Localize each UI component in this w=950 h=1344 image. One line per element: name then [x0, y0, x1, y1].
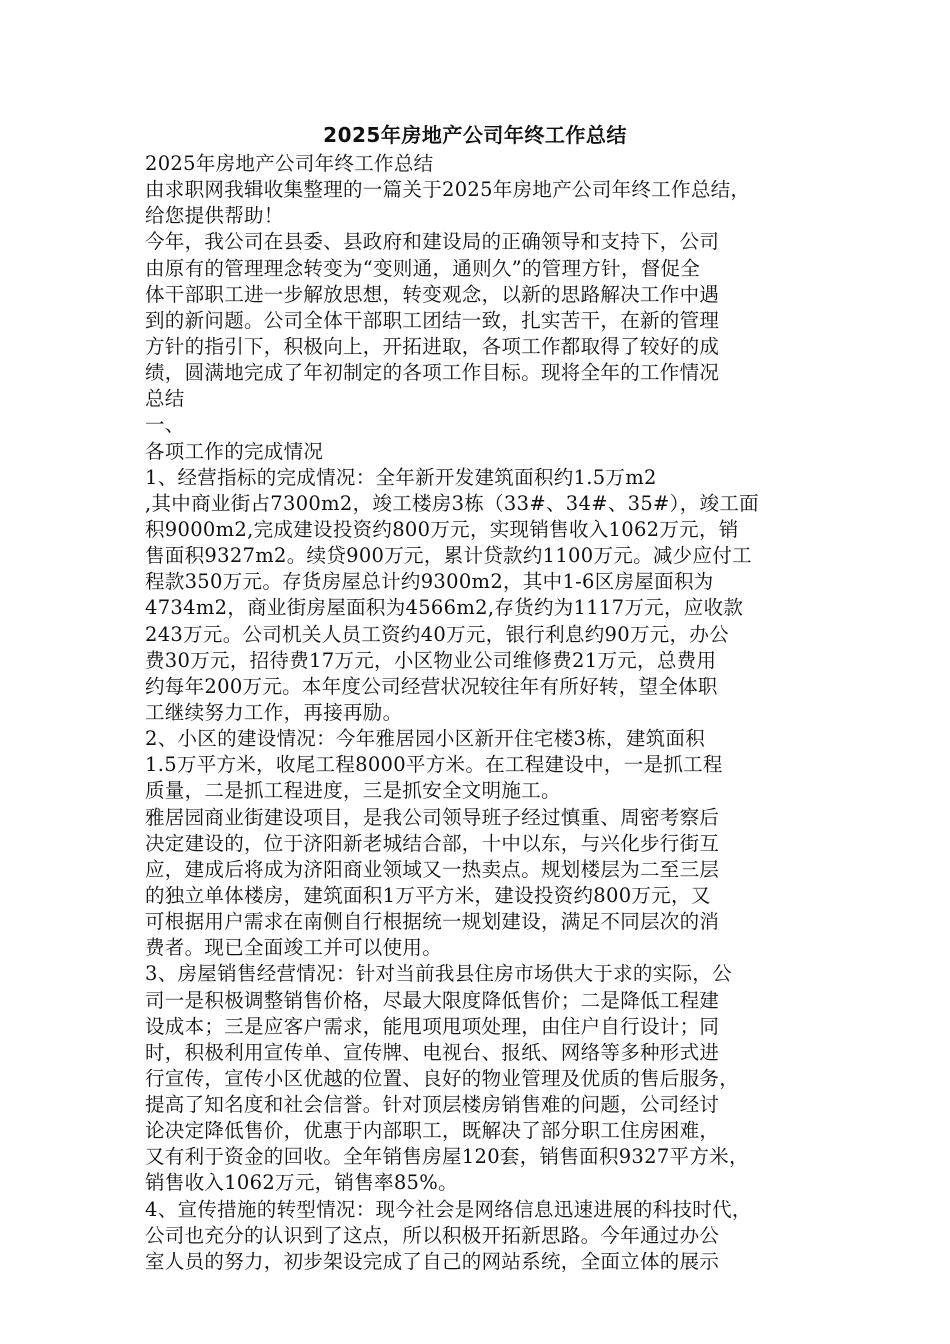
- body-line: 费者。现已全面竣工并可以使用。: [145, 936, 443, 960]
- body-line: 1.5万平方米，收尾工程8000平方米。在工程建设中，一是抓工程: [145, 753, 723, 777]
- body-line: 由求职网我辑收集整理的一篇关于2025年房地产公司年终工作总结，: [145, 178, 751, 202]
- body-line: 行宣传，宣传小区优越的位置、良好的物业管理及优质的售后服务，: [145, 1066, 740, 1090]
- body-line: 公司也充分的认识到了这点，所以积极开拓新思路。今年通过办公: [145, 1223, 720, 1247]
- body-line: 由原有的管理理念转变为“变则通，通则久”的管理方针，督促全: [145, 256, 701, 280]
- body-line: 的独立单体楼房，建筑面积1万平方米，建设投资约800万元，又: [145, 883, 711, 907]
- body-line: 雅居园商业街建设项目，是我公司领导班子经过慎重、周密考察后: [145, 805, 720, 829]
- body-line: 设成本；三是应客户需求，能甩项甩项处理，由住户自行设计；同: [145, 1014, 720, 1038]
- body-line: 程款350万元。存货房屋总计约9300m2，其中1-6区房屋面积为: [145, 570, 714, 594]
- body-line: 2、小区的建设情况：今年雅居园小区新开住宅楼3栋，建筑面积: [145, 727, 706, 751]
- body-line: 一、: [145, 413, 185, 437]
- body-line: 体干部职工进一步解放思想，转变观念，以新的思路解决工作中遇: [145, 282, 720, 306]
- body-line: 各项工作的完成情况: [145, 439, 324, 463]
- body-line: 质量，二是抓工程进度，三是抓安全文明施工。: [145, 779, 561, 803]
- body-line: 方针的指引下，积极向上，开拓进取，各项工作都取得了较好的成: [145, 334, 720, 358]
- body-line: 决定建设的，位于济阳新老城结合部，十中以东，与兴化步行街互: [145, 831, 720, 855]
- document-body: [145, 151, 815, 1275]
- body-line: 约每年200万元。本年度公司经营状况较往年有所好转，望全体职: [145, 674, 718, 698]
- body-line: 可根据用户需求在南侧自行根据统一规划建设，满足不同层次的消: [145, 910, 720, 934]
- body-line: ,其中商业街占7300m2，竣工楼房3栋（33#、34#、35#），竣工面: [145, 491, 759, 515]
- body-line: 2025年房地产公司年终工作总结: [145, 152, 434, 175]
- body-line: 工继续努力工作，再接再励。: [145, 700, 403, 724]
- body-line: 4734m2，商业街房屋面积为4566m2,存货约为1117万元，应收款: [145, 596, 744, 620]
- body-line: 售面积9327m2。续贷900万元，累计贷款约1100万元。减少应付工: [145, 544, 752, 568]
- body-line: 今年，我公司在县委、县政府和建设局的正确领导和支持下，公司: [145, 230, 720, 254]
- body-line: 提高了知名度和社会信誉。针对顶层楼房销售难的问题，公司经讨: [145, 1093, 720, 1117]
- body-line: 销售收入1062万元，销售率85%。: [145, 1171, 458, 1195]
- body-line: 总结: [145, 387, 185, 411]
- body-line: 积9000m2,完成建设投资约800万元，实现销售收入1062万元，销: [145, 517, 739, 541]
- body-line: 室人员的努力，初步架设完成了自己的网站系统，全面立体的展示: [145, 1249, 720, 1273]
- body-line: 1、经营指标的完成情况：全年新开发建筑面积约1.5万m2: [145, 465, 657, 489]
- body-line: 又有利于资金的回收。全年销售房屋120套，销售面积9327平方米，: [145, 1145, 749, 1169]
- body-line: 3、房屋销售经营情况：针对当前我县住房市场供大于求的实际，公: [145, 962, 732, 986]
- body-line: 应，建成后将成为济阳商业领域又一热卖点。规划楼层为二至三层: [145, 857, 720, 881]
- body-line: 到的新问题。公司全体干部职工团结一致，扎实苦干，在新的管理: [145, 308, 720, 332]
- body-line: 给您提供帮助！: [145, 204, 284, 228]
- body-line: 243万元。公司机关人员工资约40万元，银行利息约90万元，办公: [145, 622, 729, 646]
- body-line: 时，积极利用宣传单、宣传牌、电视台、报纸、网络等多种形式进: [145, 1040, 720, 1064]
- document-title: 2025年房地产公司年终工作总结: [323, 123, 627, 147]
- body-line: 论决定降低售价，优惠于内部职工，既解决了部分职工住房困难，: [145, 1119, 720, 1143]
- body-line: 费30万元，招待费17万元，小区物业公司维修费21万元，总费用: [145, 648, 717, 672]
- body-line: 司一是积极调整销售价格，尽最大限度降低售价；二是降低工程建: [145, 988, 720, 1012]
- body-line: 4、宣传措施的转型情况：现今社会是网络信息迅速进展的科技时代，: [145, 1197, 752, 1221]
- body-line: 绩，圆满地完成了年初制定的各项工作目标。现将全年的工作情况: [145, 361, 720, 385]
